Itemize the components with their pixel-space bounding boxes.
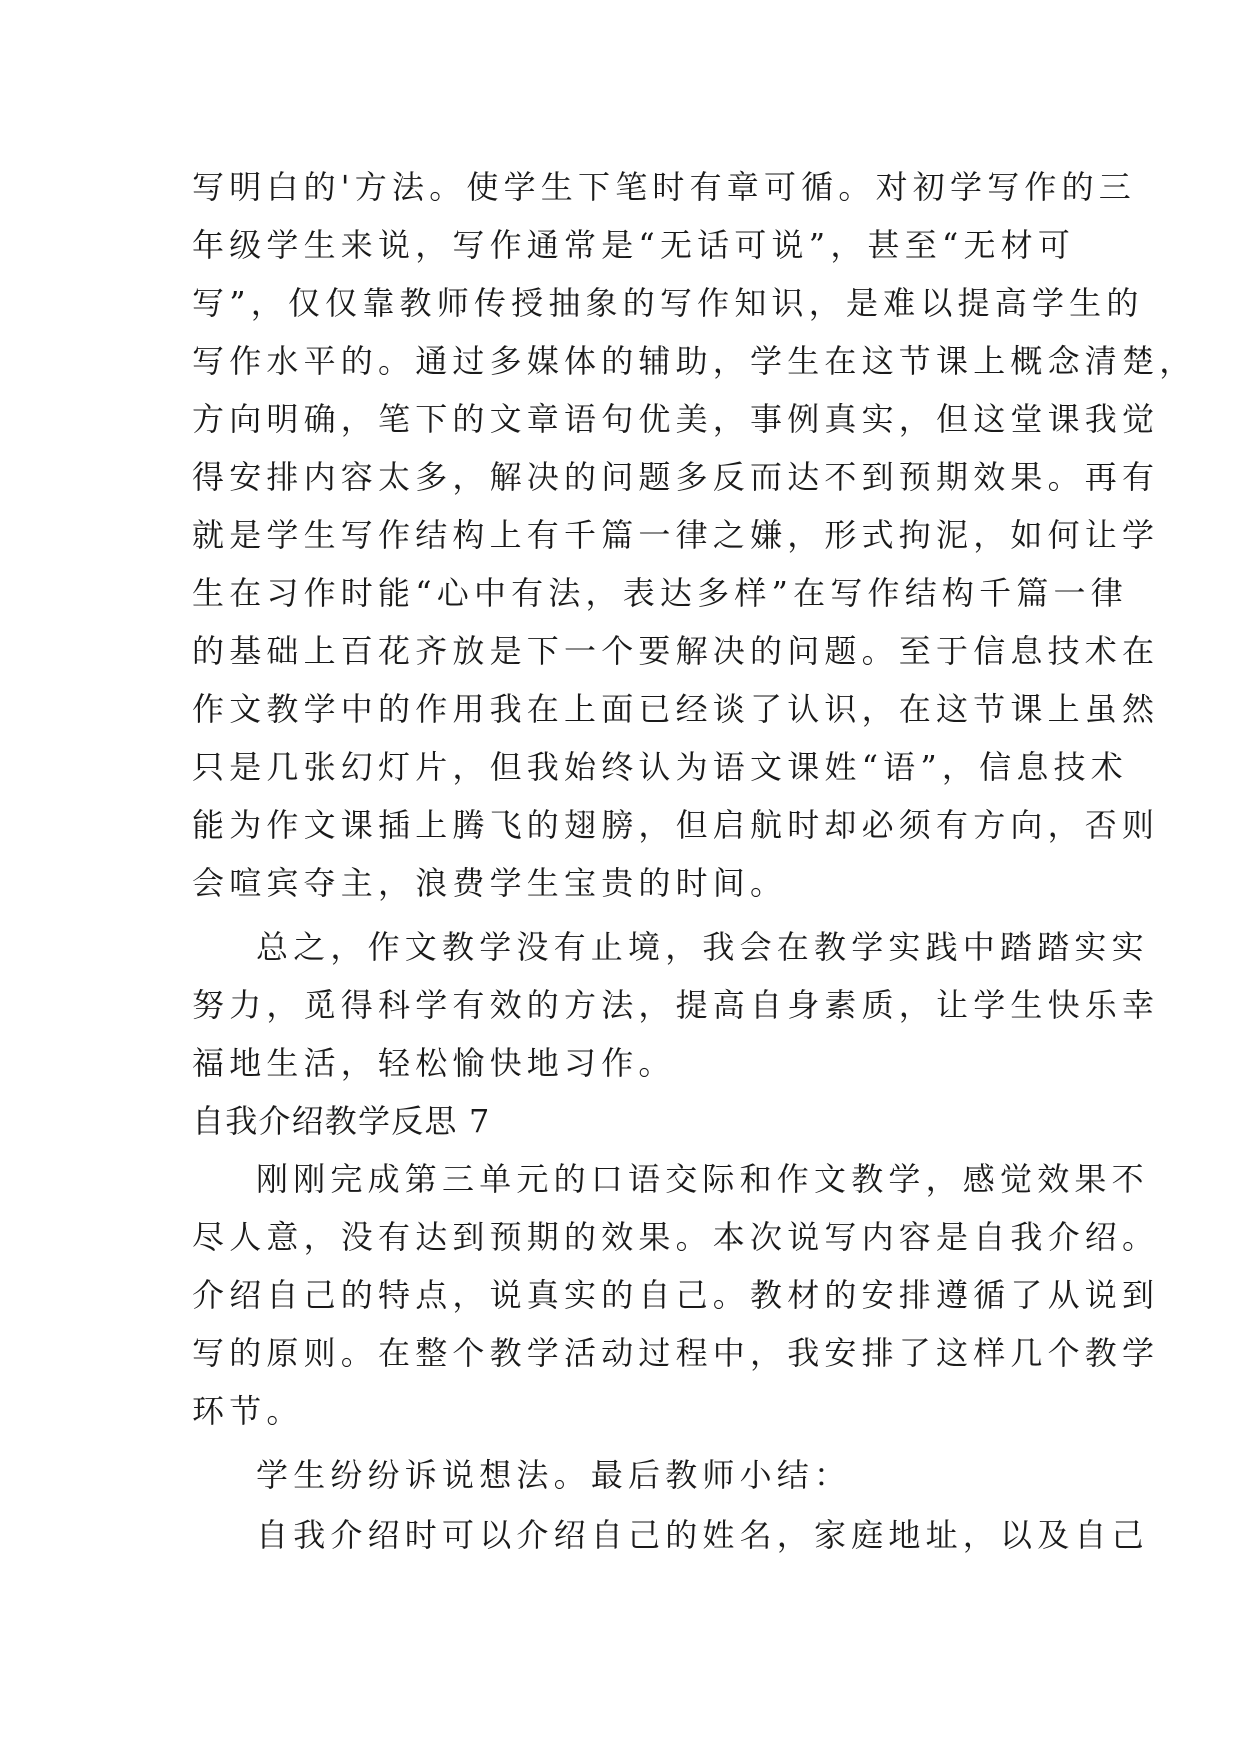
text-line: 年级学生来说，写作通常是“无话可说”，甚至“无材可 xyxy=(192,226,1076,264)
text-line: 能为作文课插上腾飞的翅膀，但启航时却必须有方向，否则 xyxy=(192,806,1160,844)
text-line: 写的原则。在整个教学活动过程中，我安排了这样几个教学 xyxy=(192,1334,1160,1372)
text-line: 就是学生写作结构上有千篇一律之嫌，形式拘泥，如何让学 xyxy=(192,516,1160,554)
text-line: 写”，仅仅靠教师传授抽象的写作知识，是难以提高学生的 xyxy=(192,284,1144,322)
text-line: 写作水平的。通过多媒体的辅助，学生在这节课上概念清楚， xyxy=(192,342,1197,380)
text-line: 会喧宾夺主，浪费学生宝贵的时间。 xyxy=(192,864,788,902)
text-line: 作文教学中的作用我在上面已经谈了认识，在这节课上虽然 xyxy=(192,690,1160,728)
text-line: 努力，觅得科学有效的方法，提高自身素质，让学生快乐幸 xyxy=(192,986,1160,1024)
text-line: 尽人意，没有达到预期的效果。本次说写内容是自我介绍。 xyxy=(192,1218,1160,1256)
paragraph-first-line: 学生纷纷诉说想法。最后教师小结： xyxy=(256,1456,852,1494)
paragraph-first-line: 自我介绍时可以介绍自己的姓名，家庭地址，以及自己 xyxy=(256,1516,1149,1554)
text-line: 得安排内容太多，解决的问题多反而达不到预期效果。再有 xyxy=(192,458,1160,496)
text-line: 福地生活，轻松愉快地习作。 xyxy=(192,1044,676,1082)
text-line: 生在习作时能“心中有法，表达多样”在写作结构千篇一律 xyxy=(192,574,1128,612)
text-line: 只是几张幻灯片，但我始终认为语文课姓“语”，信息技术 xyxy=(192,748,1128,786)
text-line: 介绍自己的特点，说真实的自己。教材的安排遵循了从说到 xyxy=(192,1276,1160,1314)
paragraph-first-line: 总之，作文教学没有止境，我会在教学实践中踏踏实实 xyxy=(256,928,1149,966)
text-line: 方向明确，笔下的文章语句优美，事例真实，但这堂课我觉 xyxy=(192,400,1160,438)
text-line: 写明白的'方法。使学生下笔时有章可循。对初学写作的三 xyxy=(192,168,1136,206)
section-heading: 自我介绍教学反思 7 xyxy=(192,1102,491,1140)
paragraph-first-line: 刚刚完成第三单元的口语交际和作文教学，感觉效果不 xyxy=(256,1160,1149,1198)
text-line: 环节。 xyxy=(192,1392,304,1430)
text-line: 的基础上百花齐放是下一个要解决的问题。至于信息技术在 xyxy=(192,632,1160,670)
